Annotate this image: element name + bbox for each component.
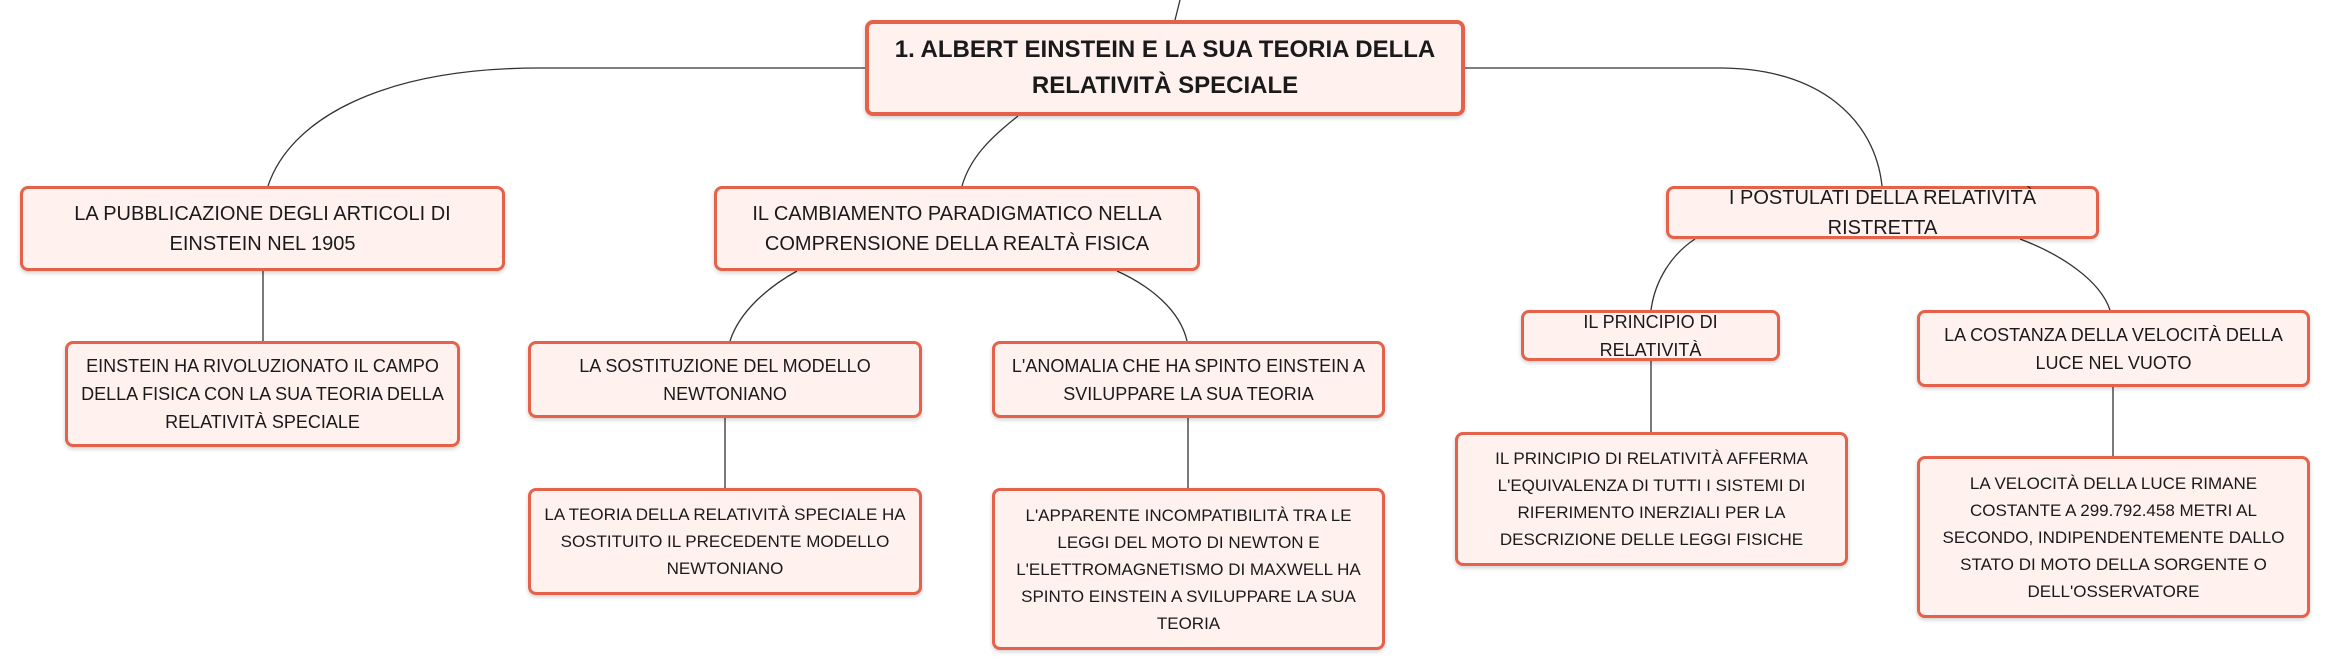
subnode-relativity-principle[interactable] (1521, 310, 1780, 361)
branch-node-text: LA PUBBLICAZIONE DEGLI ARTICOLI DI EINSTEIN NEL 1905 (74, 202, 451, 255)
leaf-node-text: IL PRINCIPIO DI RELATIVITÀ AFFERMA L'EQUIVALENZA DI TUTTI I SISTEMI DI RIFERIMENTO INERZIALI PER LA DESCRIZIONE DELLE LEGGI FISICHE (1495, 449, 1808, 549)
root-node[interactable] (865, 20, 1465, 116)
subnode-newtonian-replacement[interactable] (528, 341, 922, 418)
subnode-text: LA COSTANZA DELLA VELOCITÀ DELLA LUCE NEL VUOTO (1944, 324, 2283, 373)
branch-node-text: I POSTULATI DELLA RELATIVITÀ RISTRETTA (1728, 186, 2037, 239)
leaf-node-text: L'APPARENTE INCOMPATIBILITÀ TRA LE LEGGI DEL MOTO DI NEWTON E L'ELETTROMAGNETISMO DI MAXWELL HA SPINTO EINSTEIN A SVILUPPARE LA SUA TEORIA (1016, 505, 1361, 633)
leaf-node-einstein-revolution[interactable] (65, 341, 460, 447)
leaf-node-text: LA VELOCITÀ DELLA LUCE RIMANE COSTANTE A 299.792.458 METRI AL SECONDO, INDIPENDENTEMENTE DALLO STATO DI MOTO DELLA SORGENTE O DELL'OSSERVATORE (1942, 473, 2285, 601)
subnode-light-speed-constancy[interactable] (1917, 310, 2310, 387)
subnode-text: L'ANOMALIA CHE HA SPINTO EINSTEIN A SVILUPPARE LA SUA TEORIA (1011, 355, 1366, 404)
subnode-text: IL PRINCIPIO DI RELATIVITÀ (1583, 311, 1718, 360)
connector-root-parent (1175, 0, 1180, 20)
connector-branch-2-child-1 (730, 271, 797, 341)
branch-node-publication-1905[interactable] (20, 186, 505, 271)
connector-root-branch-1 (268, 68, 865, 186)
branch-node-postulates[interactable] (1666, 186, 2099, 239)
connector-branch-3-child-2 (2020, 239, 2110, 310)
connector-root-branch-3 (1465, 68, 1882, 186)
leaf-node-text: EINSTEIN HA RIVOLUZIONATO IL CAMPO DELLA FISICA CON LA SUA TEORIA DELLA RELATIVITÀ SPECIALE (81, 356, 444, 432)
connector-branch-3-child-1 (1651, 239, 1695, 310)
connector-root-branch-2 (962, 116, 1018, 186)
root-node-text: 1. ALBERT EINSTEIN E LA SUA TEORIA DELLA RELATIVITÀ SPECIALE (894, 36, 1436, 99)
branch-node-paradigm-shift[interactable] (714, 186, 1200, 271)
branch-node-text: IL CAMBIAMENTO PARADIGMATICO NELLA COMPRENSIONE DELLA REALTÀ FISICA (752, 202, 1162, 255)
subnode-anomaly[interactable] (992, 341, 1385, 418)
subnode-text: LA SOSTITUZIONE DEL MODELLO NEWTONIANO (579, 355, 871, 404)
leaf-node-text: LA TEORIA DELLA RELATIVITÀ SPECIALE HA SOSTITUITO IL PRECEDENTE MODELLO NEWTONIANO (544, 505, 906, 578)
leaf-node-inertial-frames[interactable] (1455, 432, 1848, 566)
connector-branch-2-child-2 (1117, 271, 1187, 341)
leaf-node-newtonian-replaced[interactable] (528, 488, 922, 595)
leaf-node-light-speed-value[interactable] (1917, 456, 2310, 618)
leaf-node-newton-maxwell[interactable] (992, 488, 1385, 650)
